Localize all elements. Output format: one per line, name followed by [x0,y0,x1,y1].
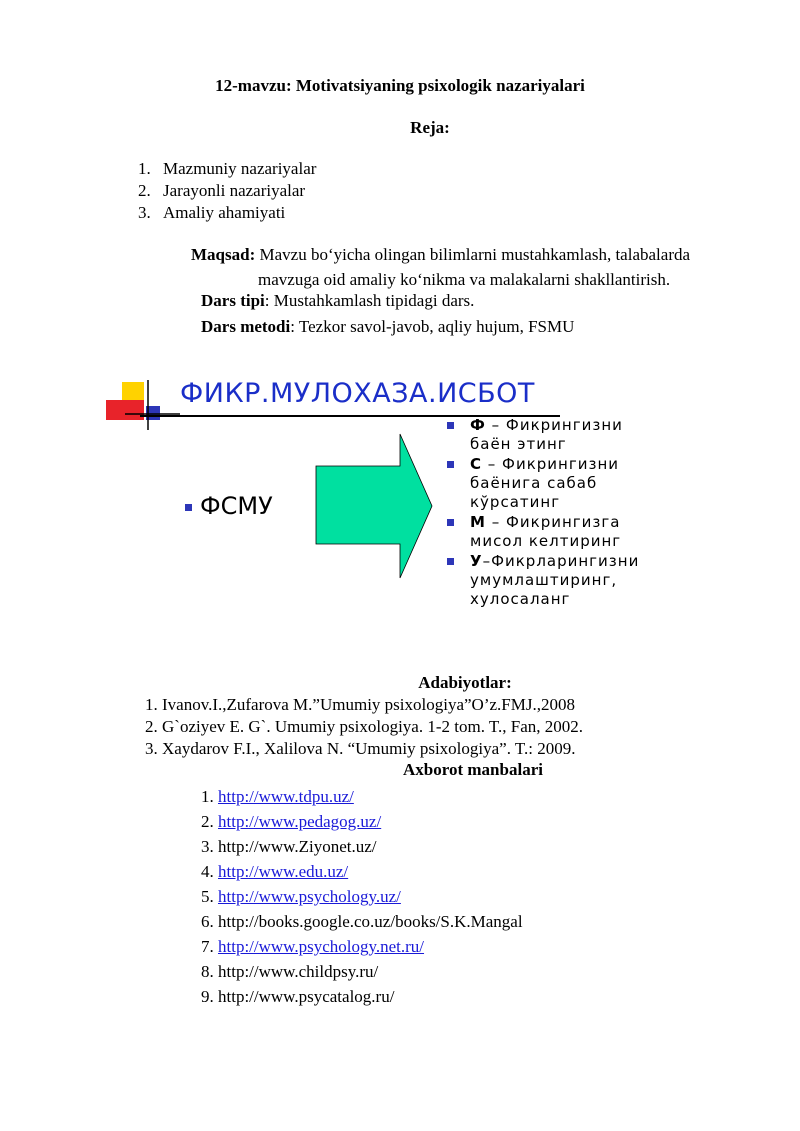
source-text: http://www.psycatalog.ru/ [218,987,395,1006]
source-link[interactable]: http://www.psychology.net.ru/ [218,937,425,956]
source-item [201,884,523,909]
plan-item-text: Mazmuniy nazariyalar [163,159,317,178]
source-number: 6. [201,912,214,931]
plan-item-number: 1. [138,159,151,178]
fsmu-item-line2: мисол келтиринг [470,532,622,550]
lesson-type-label: Dars tipi [201,291,265,310]
literature-heading: Adabiyotlar: [418,673,512,692]
source-item [201,934,523,959]
lesson-method-text: : Tezkor savol-javob, aqliy hujum, FSMU [290,317,575,336]
sources-heading: Axborot manbalari [403,760,543,779]
page-title: 12-mavzu: Motivatsiyaning psixologik nazariyalari [215,76,585,95]
fsmu-item-key: С [470,455,483,473]
bullet-square-icon [185,504,192,511]
plan-item [138,180,316,202]
fsmu-item-line2: умумлаштиринг, [470,571,618,589]
plan-item-number: 3. [138,203,151,222]
fsmu-slide [100,368,720,628]
literature-item: 1. Ivanov.I.,Zufarova M.”Umumiy psixologiya”O’z.FMJ.,2008 [145,695,575,714]
arrow-shape [316,434,432,578]
fsmu-item [445,455,639,512]
literature-list [145,694,583,760]
source-item [201,859,523,884]
source-number: 5. [201,887,214,906]
source-link[interactable]: http://www.pedagog.uz/ [218,812,382,831]
source-number: 8. [201,962,214,981]
lesson-method [201,317,574,337]
plan-item-number: 2. [138,181,151,200]
source-text: http://www.childpsy.ru/ [218,962,379,981]
goal-paragraph [191,242,771,292]
fsmu-item-key: У [470,552,483,570]
bullet-square-icon [447,558,454,565]
source-number: 1. [201,787,214,806]
lesson-type [201,291,474,311]
sources-list [201,784,523,1009]
goal-text-line2: mavzuga oid amaliy ko‘nikma va malakalarni shakllantirish. [258,270,671,289]
fsmu-item-line1: – Фикрингизни [485,416,623,434]
fsmu-item-line3: кўрсатинг [470,493,561,511]
fsmu-label-text: ФСМУ [200,492,273,520]
bullet-square-icon [447,461,454,468]
source-item [201,959,523,984]
goal-text-line1: Mavzu bo‘yicha olingan bilimlarni mustahkamlash, talabalarda [255,245,691,264]
fsmu-label [185,492,273,520]
literature-item: 2. G`oziyev E. G`. Umumiy psixologiya. 1-2 tom. T., Fan, 2002. [145,717,584,736]
fsmu-item-line3: хулосаланг [470,590,571,608]
fsmu-item-line2: баён этинг [470,435,567,453]
source-number: 9. [201,987,214,1006]
source-item [201,984,523,1009]
source-link[interactable]: http://www.psychology.uz/ [218,887,401,906]
deco-yellow-square [122,382,144,402]
plan-item-text: Amaliy ahamiyati [163,203,286,222]
source-text: http://www.Ziyonet.uz/ [218,837,377,856]
deco-red-bar [106,400,144,420]
fsmu-item-line1: – Фикрингизга [485,513,621,531]
fsmu-item-line1: –Фикрларингизни [482,552,640,570]
source-item [201,784,523,809]
fsmu-item-key: М [470,513,486,531]
lesson-type-text: : Mustahkamlash tipidagi dars. [264,291,475,310]
fsmu-item [445,416,639,454]
source-link[interactable]: http://www.edu.uz/ [218,862,349,881]
source-number: 4. [201,862,214,881]
bullet-square-icon [447,519,454,526]
source-item [201,909,523,934]
goal-label: Maqsad: [191,245,256,264]
source-text: http://books.google.co.uz/books/S.K.Mangal [218,912,523,931]
plan-heading: Reja: [410,118,450,137]
source-number: 2. [201,812,214,831]
lesson-method-label: Dars metodi [201,317,291,336]
fsmu-item [445,513,639,551]
plan-list [138,158,316,224]
literature-item: 3. Xaydarov F.I., Xalilova N. “Umumiy psixologiya”. T.: 2009. [145,739,576,758]
plan-item-text: Jarayonli nazariyalar [163,181,306,200]
slide-title: ФИКР.МУЛОХАЗА.ИСБОТ [180,378,535,409]
source-item [201,834,523,859]
fsmu-item [445,552,639,609]
fsmu-item-line2: баёнига сабаб [470,474,598,492]
plan-item [138,158,316,180]
source-link[interactable]: http://www.tdpu.uz/ [218,787,354,806]
source-item [201,809,523,834]
plan-item [138,202,316,224]
fsmu-items [445,416,639,610]
source-number: 7. [201,937,214,956]
bullet-square-icon [447,422,454,429]
source-number: 3. [201,837,214,856]
fsmu-item-key: Ф [470,416,486,434]
fsmu-item-line1: – Фикрингизни [482,455,620,473]
